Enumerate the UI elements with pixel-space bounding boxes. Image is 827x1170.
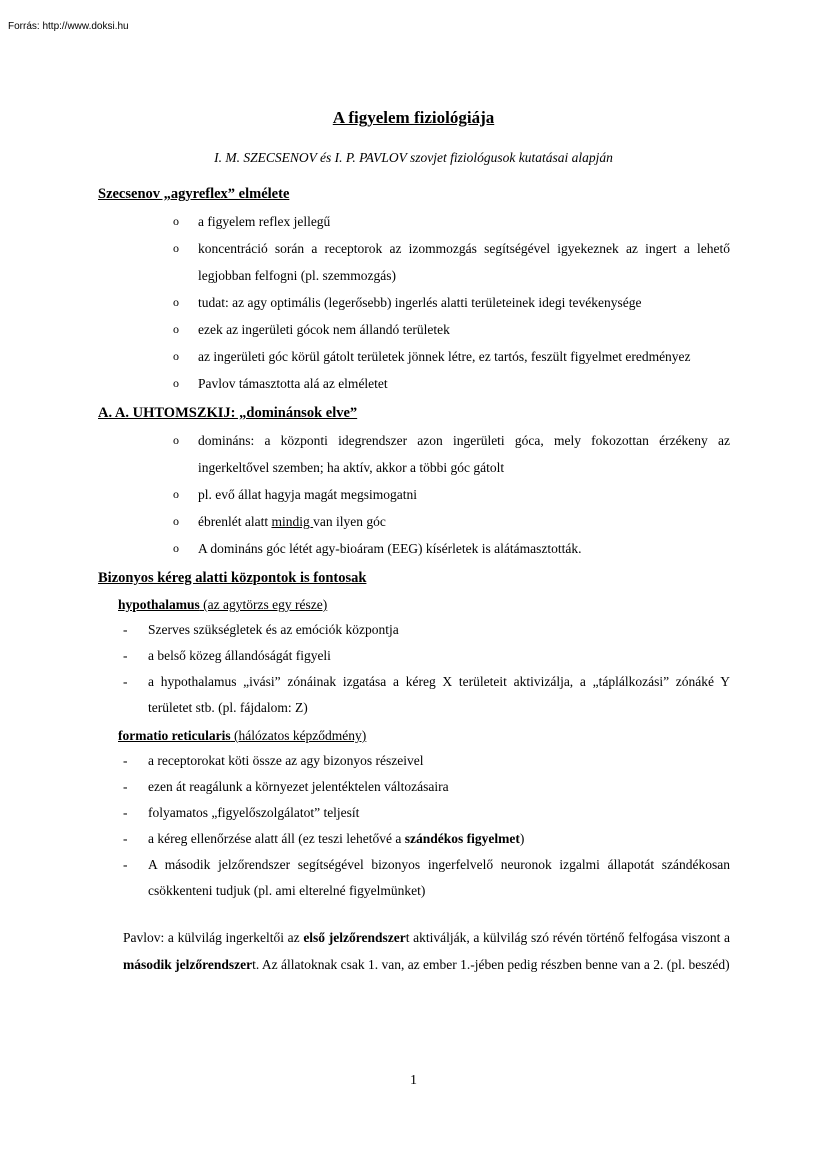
section-heading-szecsenov: Szecsenov „agyreflex” elmélete: [98, 186, 290, 202]
pavlov-paragraph: Pavlov: a külvilág ingerkeltői az első jelzőrendszert aktiválják, a külvilág szó révén történő felfogása viszont a második jelzőrendszert. Az állatoknak csak 1. van, az ember 1.-jében pedig részben benne van a 2. (pl. beszéd): [123, 930, 730, 972]
uhtomszkij-list: [98, 427, 730, 562]
circle-bullet-icon: o: [173, 322, 179, 336]
document-title: A figyelem fiziológiája: [332, 108, 495, 127]
document-subtitle: I. M. SZECSENOV és I. P. PAVLOV szovjet fiziológusok kutatásai alapján: [214, 150, 613, 165]
section-heading-uhtomszkij: A. A. UHTOMSZKIJ: „dominánsok elve”: [98, 405, 358, 421]
hypothalamus-list: [98, 617, 730, 721]
list-item: o domináns: a központi idegrendszer azon ingerületi góca, mely fokozottan érzékeny az ingerkeltővel szemben; ha aktív, akkor a többi góc gátolt: [98, 427, 730, 481]
formatio-list: [98, 748, 730, 904]
circle-bullet-icon: o: [173, 541, 179, 555]
list-item: o a figyelem reflex jellegű: [98, 208, 730, 235]
list-item: - a kéreg ellenőrzése alatt áll (ez teszi lehetővé a szándékos figyelmet): [123, 831, 525, 846]
list-item: - A második jelzőrendszer segítségével bizonyos ingerfelvelő neuronok izgalmi állapotát szándékosan csökkenteni tudjuk (pl. ami elterelné figyelmünket): [123, 857, 730, 898]
circle-bullet-icon: o: [173, 514, 179, 528]
list-item: - a receptorokat köti össze az agy bizonyos részeivel: [123, 753, 424, 768]
list-item: o tudat: az agy optimális (legerősebb) ingerlés alatti területeinek idegi tevékenysége: [98, 289, 730, 316]
szecsenov-list: [98, 208, 730, 397]
list-item: - a belső közeg állandóságát figyeli: [123, 648, 331, 663]
section-heading-kereg-alatti: Bizonyos kéreg alatti központok is fontosak: [98, 570, 367, 586]
list-item: o Pavlov támasztotta alá az elméletet: [98, 370, 730, 397]
formatio-heading: formatio reticularis (hálózatos képződmény): [118, 728, 367, 743]
list-item: - Szerves szükségletek és az emóciók központja: [123, 622, 399, 637]
circle-bullet-icon: o: [173, 376, 179, 390]
hypothalamus-heading: hypothalamus (az agytörzs egy része): [118, 597, 328, 612]
list-item: o koncentráció során a receptorok az izommozgás segítségével igyekeznek az ingert a lehető legjobban felfogni (pl. szemmozgás): [98, 235, 730, 289]
list-item: - ezen át reagálunk a környezet jelentéktelen változásaira: [123, 779, 449, 794]
source-url: Forrás: http://www.doksi.hu: [8, 21, 129, 32]
list-item: o ébrenlét alatt mindig van ilyen góc: [98, 508, 730, 535]
document-body: [98, 184, 730, 992]
circle-bullet-icon: o: [173, 349, 179, 363]
list-item: - a hypothalamus „ivási” zónáinak izgatása a kéreg X területeit aktivizálja, a „táplálkozási” zónáké Y területet stb. (pl. fájdalom: Z): [123, 674, 730, 715]
list-item: o A domináns góc létét agy-bioáram (EEG) kísérletek is alátámasztották.: [98, 535, 730, 562]
list-item: o pl. evő állat hagyja magát megsimogatni: [98, 481, 730, 508]
list-item: - folyamatos „figyelőszolgálatot” teljesít: [123, 805, 360, 820]
list-item: o az ingerületi góc körül gátolt területek jönnek létre, ez tartós, feszült figyelmet eredményez: [98, 343, 730, 370]
circle-bullet-icon: o: [173, 433, 179, 447]
circle-bullet-icon: o: [173, 295, 179, 309]
circle-bullet-icon: o: [173, 214, 179, 228]
list-item: o ezek az ingerületi gócok nem állandó területek: [98, 316, 730, 343]
page-number: 1: [410, 1073, 417, 1088]
circle-bullet-icon: o: [173, 487, 179, 501]
circle-bullet-icon: o: [173, 241, 179, 255]
